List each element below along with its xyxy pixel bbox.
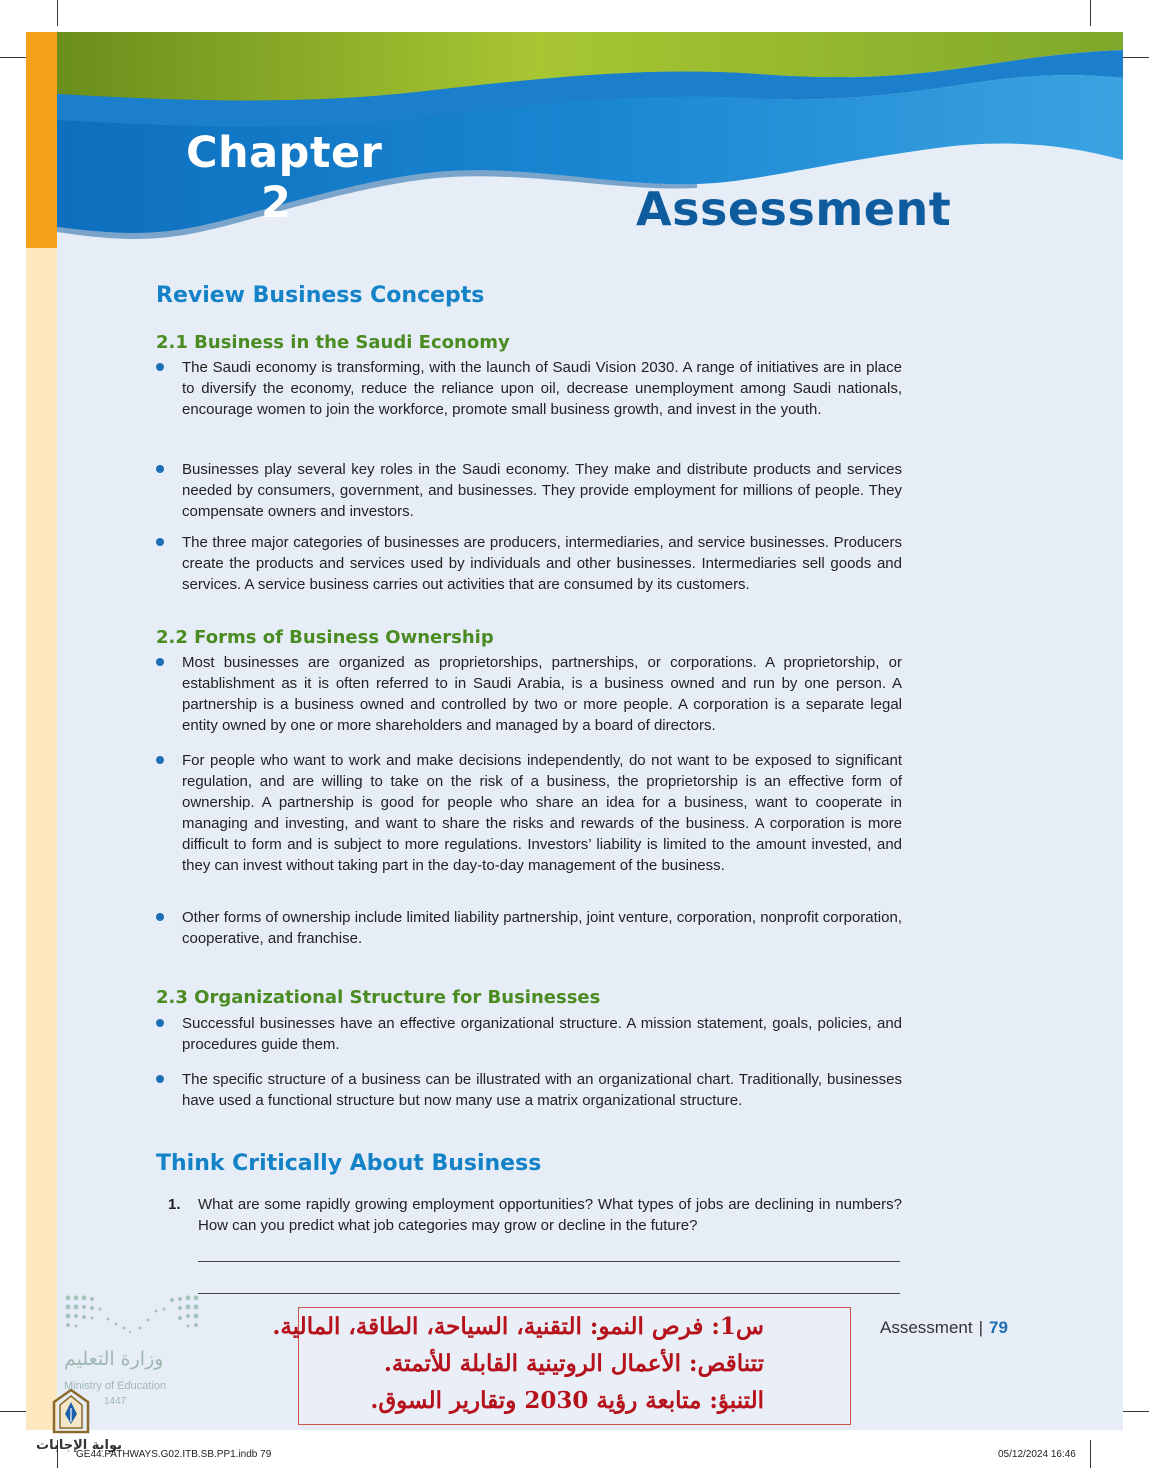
answer-box — [272, 1307, 851, 1425]
crop-mark — [1090, 1440, 1091, 1468]
crop-mark — [1123, 1411, 1149, 1412]
crop-mark — [0, 57, 26, 58]
bullet-item — [156, 1013, 902, 1055]
section-heading-2-2: 2.2 Forms of Business Ownership — [156, 627, 494, 648]
ministry-logo-dots-icon — [64, 1294, 200, 1338]
print-slug: GE44.PATHWAYS.G02.ITB.SB.PP1.indb 79 — [76, 1449, 272, 1460]
answer-line — [198, 1261, 900, 1262]
bullet-icon — [156, 538, 164, 546]
bullet-text: The three major categories of businesses are producers, intermediaries, and service businesses. Producers create the products and services used by individuals and other businesses. Intermediaries sell goods and services. A service business carries out activities that are consumed by its customers. — [182, 534, 902, 593]
review-heading: Review Business Concepts — [156, 283, 485, 308]
bullet-item — [156, 459, 902, 522]
crop-mark — [1123, 57, 1149, 58]
bullet-icon — [156, 1075, 164, 1083]
ministry-name-arabic: وزارة التعليم — [64, 1348, 164, 1370]
footer-separator: | — [978, 1318, 984, 1337]
bullet-item — [156, 652, 902, 736]
answer-line-1: س1: فرص النمو: التقنية، السياحة، الطاقة، المالية. — [272, 1313, 764, 1340]
print-date: 05/12/2024 16:46 — [998, 1449, 1076, 1460]
bullet-icon — [156, 756, 164, 764]
question-item — [168, 1194, 902, 1236]
crop-mark — [1090, 0, 1091, 26]
question-text: What are some rapidly growing employment opportunities? What types of jobs are declining in numbers? How can you predict what job categories may grow or decline in the future? — [198, 1196, 902, 1234]
ministry-year: 1447 — [104, 1396, 127, 1407]
ministry-name-english: Ministry of Education — [64, 1380, 167, 1392]
page-footer — [880, 1318, 1008, 1338]
pen-nib-logo-icon — [48, 1388, 94, 1436]
bullet-item — [156, 1069, 902, 1111]
page-title: Assessment — [636, 182, 952, 236]
bullet-icon — [156, 1019, 164, 1027]
bullet-text: The Saudi economy is transforming, with the launch of Saudi Vision 2030. A range of initiatives are in place to diversify the economy, reduce the reliance upon oil, decrease unemployment among Saudi nationals, encourage women to join the workforce, promote small business growth, and invest in the youth. — [182, 359, 902, 418]
bullet-icon — [156, 913, 164, 921]
crop-mark — [57, 0, 58, 26]
chapter-word: Chapter — [186, 128, 383, 178]
answer-line-3: التنبؤ: متابعة رؤية 2030 وتقارير السوق. — [370, 1387, 764, 1414]
answer-line-2: تتناقص: الأعمال الروتينية القابلة للأتمتة. — [383, 1350, 764, 1377]
bullet-icon — [156, 465, 164, 473]
bullet-text: Other forms of ownership include limited liability partnership, joint venture, corporation, nonprofit corporation, cooperative, and franchise. — [182, 909, 902, 947]
bullet-text: Most businesses are organized as proprietorships, partnerships, or corporations. A proprietorship, or establishment as it is often referred to in Saudi Arabia, is a business owned and run by one person. A partnership is a business owned and controlled by two or more people. A corporation is a separate legal entity owned by one or more shareholders and managed by a board of directors. — [182, 654, 902, 734]
bullet-icon — [156, 658, 164, 666]
answer-line — [198, 1293, 900, 1294]
bullet-item — [156, 532, 902, 595]
chapter-label — [186, 128, 382, 228]
bullet-text: For people who want to work and make decisions independently, do not want to be exposed to significant regulation, and are willing to take on the risk of a business, the proprietorship is an effective form of ownership. A partnership is good for people who share an idea for a business, want to cooperate in managing and investing, and want to share the risks and rewards of the business. A corporation is more difficult to form and is subject to more regulations. Investors’ liability is limited to the amount invested, and they can invest without taking part in the day-to-day management of the business. — [182, 752, 902, 874]
margin-strip — [26, 248, 57, 1430]
crop-mark — [0, 1411, 26, 1412]
bullet-icon — [156, 363, 164, 371]
bullet-item — [156, 750, 902, 876]
bullet-item — [156, 357, 902, 420]
bullet-text: The specific structure of a business can be illustrated with an organizational chart. Traditionally, businesses have used a functional structure but now many use a matrix organizational structure. — [182, 1071, 902, 1109]
chapter-number: 2 — [261, 178, 292, 228]
think-critically-heading: Think Critically About Business — [156, 1151, 542, 1176]
site-logo-text: بوابة الإجابات — [36, 1438, 122, 1453]
chapter-tab-bar — [26, 32, 57, 248]
bullet-text: Businesses play several key roles in the Saudi economy. They make and distribute products and services needed by consumers, government, and businesses. They provide employment for millions of people. They compensate owners and investors. — [182, 461, 902, 520]
bullet-text: Successful businesses have an effective organizational structure. A mission statement, goals, policies, and procedures guide them. — [182, 1015, 902, 1053]
question-number: 1. — [168, 1196, 181, 1213]
page-number: 79 — [989, 1318, 1008, 1337]
section-heading-2-3: 2.3 Organizational Structure for Businesses — [156, 987, 601, 1008]
footer-label: Assessment — [880, 1318, 973, 1337]
bullet-item — [156, 907, 902, 949]
section-heading-2-1: 2.1 Business in the Saudi Economy — [156, 332, 510, 353]
